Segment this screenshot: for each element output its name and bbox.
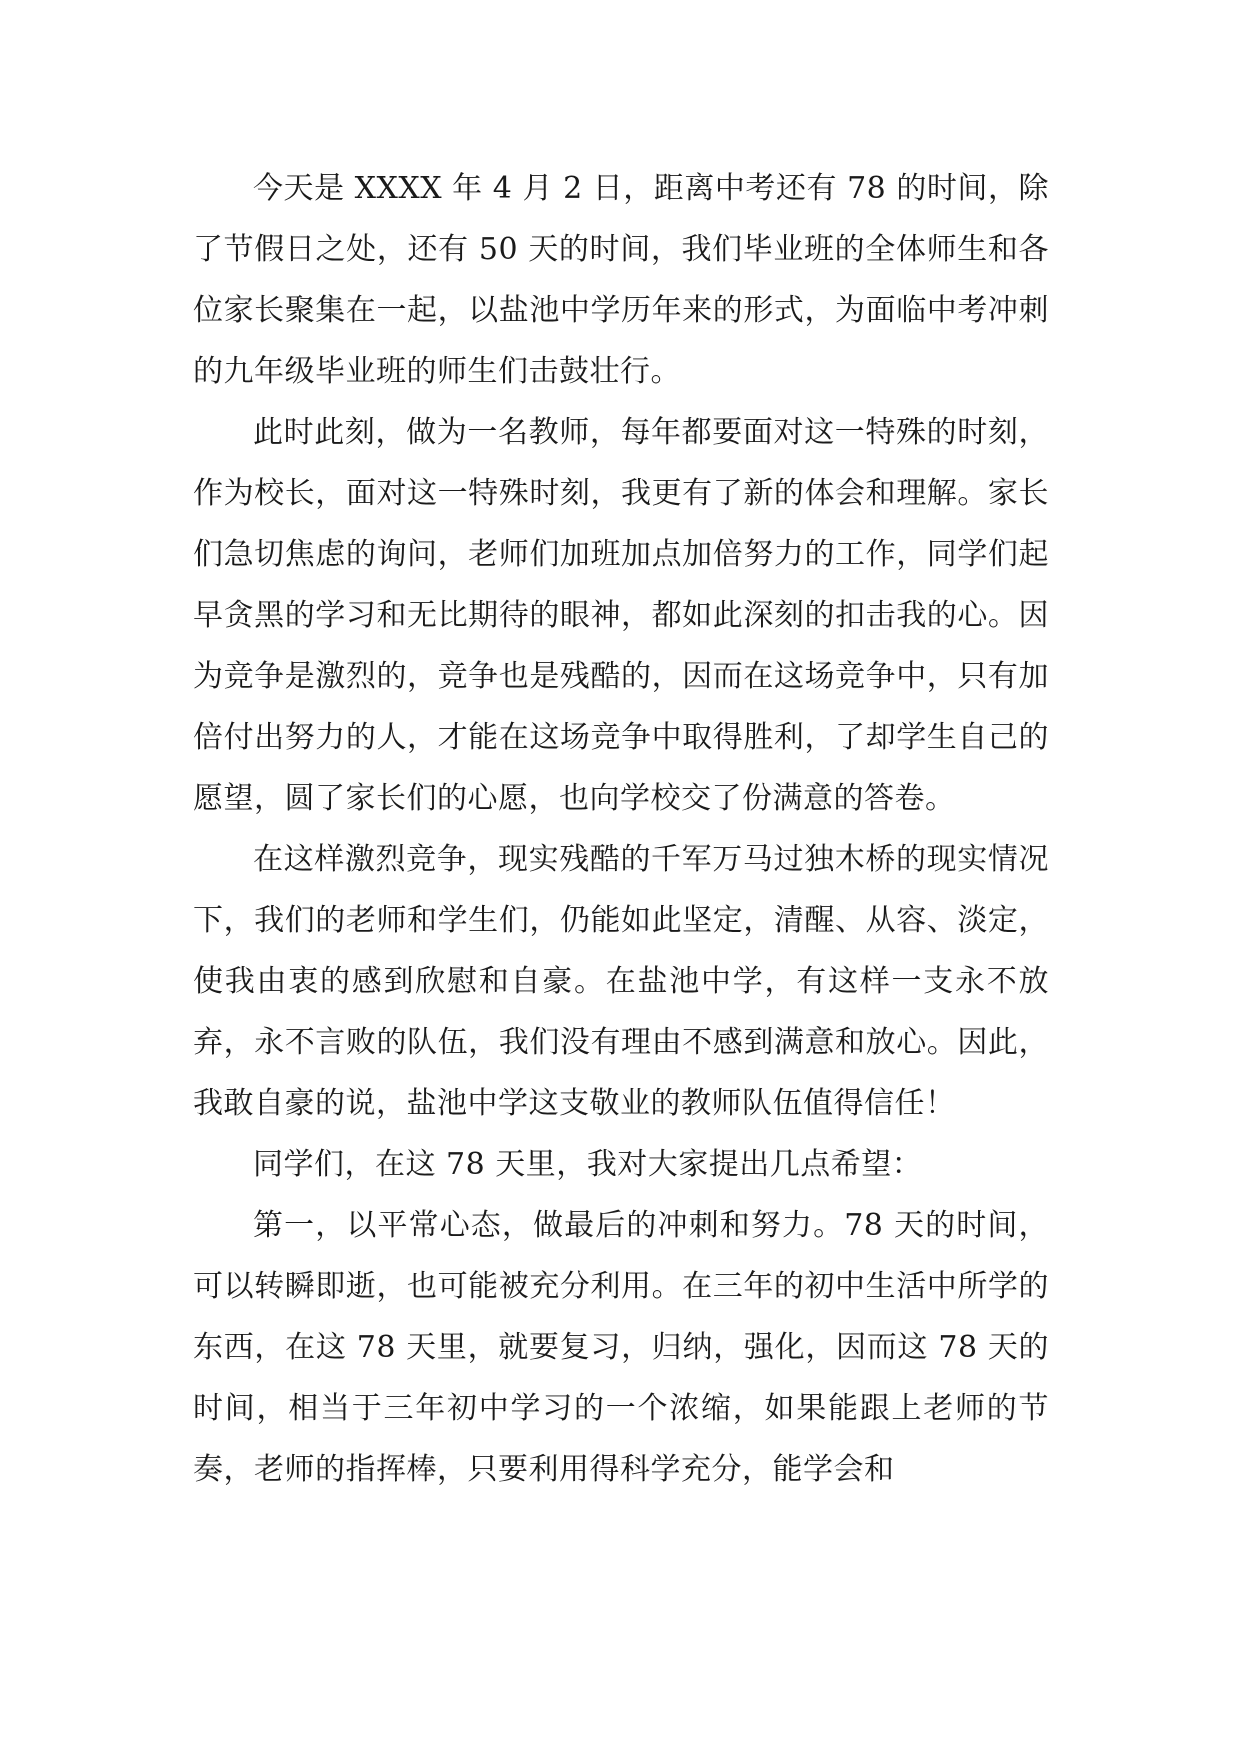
paragraph-hopes-intro: 同学们，在这 78 天里，我对大家提出几点希望： [253, 1147, 923, 1182]
paragraph-exam-countdown: 今天是 XXXX 年 4 月 2 日，距离中考还有 78 的时间，除了节假日之处，还有 50 天的时间，我们毕业班的全体师生和各位家长聚集在一起，以盐池中学历年来的形式，为面临中考冲刺的九年级毕业班的师生们击鼓壮行。 [193, 171, 1049, 389]
paragraph-school-pride: 在这样激烈竞争，现实残酷的千军万马过独木桥的现实情况下，我们的老师和学生们，仍能如此坚定，清醒、从容、淡定，使我由衷的感到欣慰和自豪。在盐池中学，有这样一支永不放弃，永不言败的队伍，我们没有理由不感到满意和放心。因此，我敢自豪的说，盐池中学这支敬业的教师队伍值得信任！ [193, 842, 1049, 1121]
paragraph-first-hope: 第一，以平常心态，做最后的冲刺和努力。78 天的时间，可以转瞬即逝，也可能被充分利用。在三年的初中生活中所学的东西，在这 78 天里，就要复习，归纳，强化，因而这 78 天的时间，相当于三年初中学习的一个浓缩，如果能跟上老师的节奏，老师的指挥棒，只要利用得科学充分，能学会和 [193, 1208, 1049, 1487]
document-body [193, 158, 1049, 1500]
paragraph-principal-reflection: 此时此刻，做为一名教师，每年都要面对这一特殊的时刻，作为校长，面对这一特殊时刻，我更有了新的体会和理解。家长们急切焦虑的询问，老师们加班加点加倍努力的工作，同学们起早贪黑的学习和无比期待的眼神，都如此深刻的扣击我的心。因为竞争是激烈的，竞争也是残酷的，因而在这场竞争中，只有加倍付出努力的人，才能在这场竞争中取得胜利，了却学生自己的愿望，圆了家长们的心愿，也向学校交了份满意的答卷。 [193, 415, 1049, 816]
